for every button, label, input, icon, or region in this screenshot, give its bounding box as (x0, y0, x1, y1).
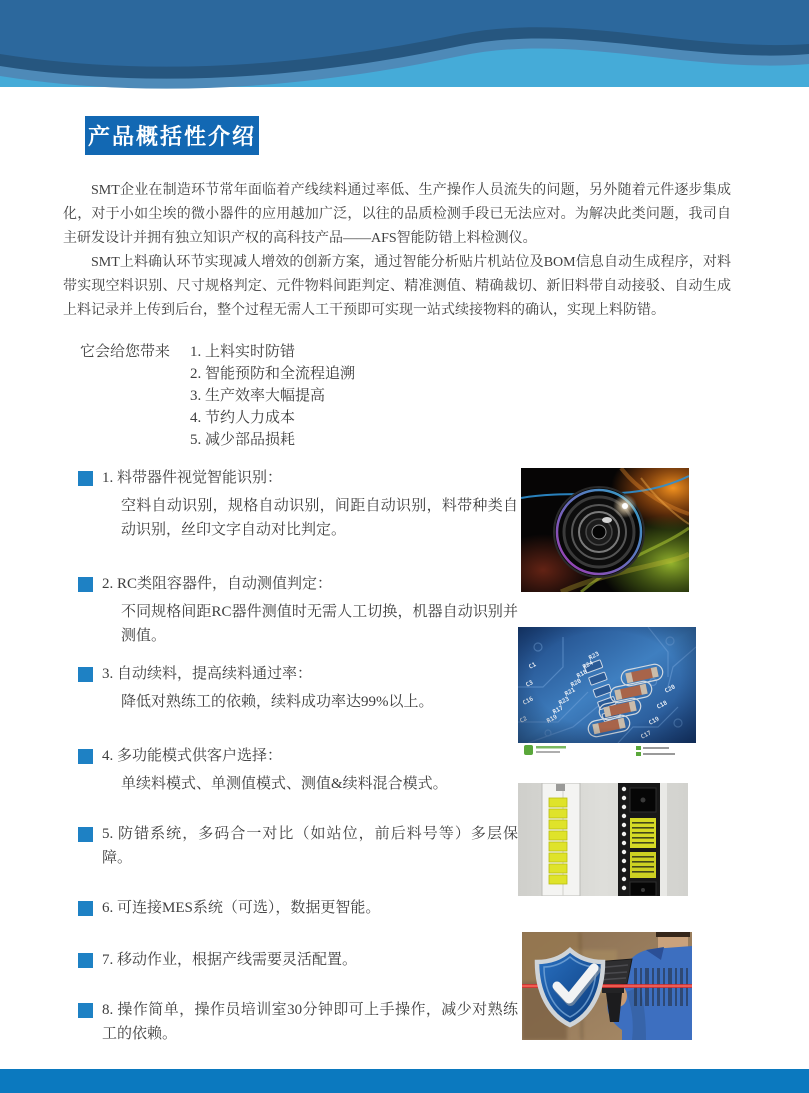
feature-item-6 (78, 896, 518, 920)
square-bullet-icon (78, 667, 93, 682)
square-bullet-icon (78, 577, 93, 592)
square-bullet-icon (78, 471, 93, 486)
header-wave-graphic (0, 0, 809, 90)
camera-lens-photo (521, 468, 689, 592)
benefit-item: 5. 减少部品损耗 (190, 432, 296, 448)
barcode-scanner-shield-photo (522, 932, 692, 1040)
feature-item-1 (78, 466, 518, 542)
feature-title: 4. 多功能模式供客户选择： (102, 748, 283, 764)
page-title: 产品概括性介绍 (85, 116, 259, 155)
feature-body: 单续料模式、单测值模式、测值&续料混合模式。 (121, 776, 448, 792)
feature-body: 空料自动识别，规格自动识别，间距自动识别，料带种类自动识别，丝印文字自动对比判定。 (121, 498, 518, 538)
intro-section (63, 179, 731, 323)
feature-title: 5. 防错系统，多码合一对比（如站位，前后料号等）多层保障。 (102, 826, 518, 866)
feature-item-2 (78, 572, 518, 648)
benefits-label: 它会给您带来 (80, 344, 171, 360)
feature-item-8 (78, 998, 518, 1046)
feature-title: 3. 自动续料，提高续料通过率： (102, 666, 313, 682)
benefits-section (80, 341, 355, 451)
feature-title: 2. RC类阻容器件，自动测值判定： (102, 576, 333, 592)
benefit-item: 2. 智能预防和全流程追溯 (190, 366, 356, 382)
intro-paragraph-1: SMT企业在制造环节常年面临着产线续料通过率低、生产操作人员流失的问题，另外随着元件逐步集成化，对于小如尘埃的微小器件的应用越加广泛，以往的品质检测手段已无法应对。为解决此类问题，我司自主研发设计并拥有独立知识产权的高科技产品——AFS智能防错上料检测仪。 (63, 183, 731, 246)
feature-item-5 (78, 822, 518, 870)
feature-title: 8. 操作简单，操作员培训室30分钟即可上手操作，减少对熟练工的依赖。 (102, 1002, 518, 1042)
feature-item-3 (78, 662, 518, 714)
footer-bar (0, 1069, 809, 1093)
carrier-tapes-photo (518, 783, 688, 896)
square-bullet-icon (78, 1003, 93, 1018)
square-bullet-icon (78, 901, 93, 916)
feature-item-4 (78, 744, 518, 796)
benefit-item: 1. 上料实时防错 (190, 344, 296, 360)
feature-title: 1. 料带器件视觉智能识别： (102, 470, 283, 486)
feature-body: 降低对熟练工的依赖，续料成功率达99%以上。 (121, 694, 434, 710)
feature-title: 7. 移动作业，根据产线需要灵活配置。 (102, 952, 358, 968)
benefit-item: 3. 生产效率大幅提高 (190, 388, 326, 404)
pcb-board-photo (518, 627, 696, 757)
feature-body: 不同规格间距RC器件测值时无需人工切换，机器自动识别并测值。 (121, 604, 518, 644)
square-bullet-icon (78, 827, 93, 842)
square-bullet-icon (78, 953, 93, 968)
benefits-list (190, 341, 355, 451)
feature-title: 6. 可连接MES系统（可选），数据更智能。 (102, 900, 381, 916)
intro-paragraph-2: SMT上料确认环节实现减人增效的创新方案，通过智能分析贴片机站位及BOM信息自动生成程序，对料带实现空料识别、尺寸规格判定、元件物料间距判定、精准测值、精确裁切、新旧料带自动接驳、自动生成上料记录并上传到后台，整个过程无需人工干预即可实现一站式续接物料的确认，实现上料防错。 (63, 255, 731, 318)
square-bullet-icon (78, 749, 93, 764)
feature-item-7 (78, 948, 518, 972)
benefit-item: 4. 节约人力成本 (190, 410, 296, 426)
